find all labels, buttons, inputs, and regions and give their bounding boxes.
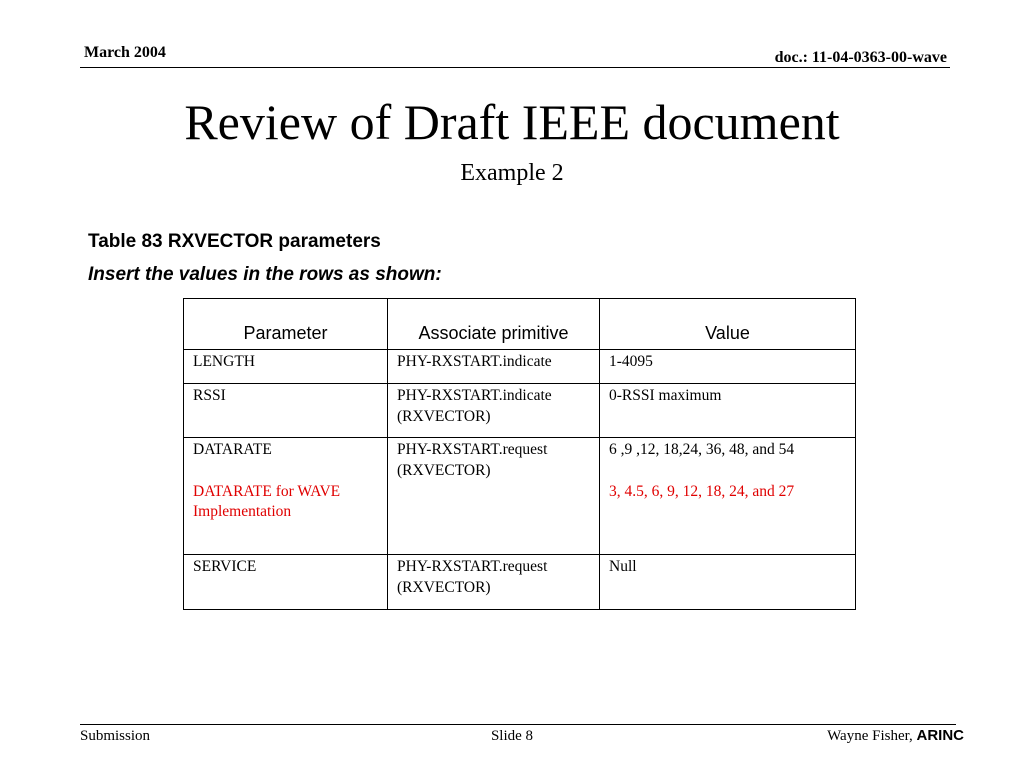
value-text: 1-4095 (609, 353, 653, 370)
value-text: 6 ,9 ,12, 18,24, 36, 48, and 54 (609, 441, 795, 458)
primitive-qualifier: (RXVECTOR) (397, 407, 491, 425)
footer-author-block (827, 727, 964, 745)
primitive-cell (388, 555, 600, 610)
footer-slide-number: Slide 8 (490, 728, 534, 744)
slide-subtitle: Example 2 (460, 160, 564, 186)
table-caption: Table 83 RXVECTOR parameters (88, 231, 381, 252)
parameter-text: LENGTH (193, 353, 255, 370)
inserted-value-text: 3, 4.5, 6, 9, 12, 18, 24, and 27 (609, 482, 795, 500)
primitive-text: PHY-RXSTART.indicate (397, 387, 552, 404)
parameter-cell (184, 555, 388, 610)
parameter-cell (184, 350, 388, 384)
header-date: March 2004 (84, 44, 166, 61)
table-row (184, 438, 856, 555)
column-header-value: Value (600, 299, 856, 350)
parameter-cell (184, 438, 388, 555)
primitive-text: PHY-RXSTART.indicate (397, 353, 552, 370)
table-header-row (184, 299, 856, 350)
parameter-text: SERVICE (193, 558, 257, 575)
primitive-cell (388, 350, 600, 384)
value-cell (600, 350, 856, 384)
table-row (184, 555, 856, 610)
rxvector-parameters-table (183, 298, 856, 610)
primitive-text: PHY-RXSTART.request (397, 441, 548, 458)
primitive-cell (388, 438, 600, 555)
primitive-cell (388, 384, 600, 438)
value-cell (600, 384, 856, 438)
column-header-primitive: Associate primitive (388, 299, 600, 350)
table-instruction: Insert the values in the rows as shown: (88, 264, 442, 285)
column-header-parameter: Parameter (184, 299, 388, 350)
value-text: 0-RSSI maximum (609, 387, 722, 404)
value-cell (600, 555, 856, 610)
table-row (184, 350, 856, 384)
parameter-cell (184, 384, 388, 438)
value-cell (600, 438, 856, 555)
inserted-parameter-text: DATARATE for WAVE (193, 482, 341, 500)
header-doc-id: doc.: 11-04-0363-00-wave (774, 49, 947, 66)
slide-title: Review of Draft IEEE document (184, 94, 840, 150)
value-text: Null (609, 558, 637, 575)
primitive-qualifier: (RXVECTOR) (397, 461, 491, 479)
footer-author: Wayne Fisher, (827, 728, 917, 744)
footer-submission: Submission (80, 728, 151, 744)
parameter-text: RSSI (193, 387, 226, 404)
footer-rule (80, 724, 956, 725)
primitive-text: PHY-RXSTART.request (397, 558, 548, 575)
parameter-text: DATARATE (193, 441, 272, 458)
table-row (184, 384, 856, 438)
inserted-parameter-text-continued: Implementation (193, 503, 292, 520)
primitive-qualifier: (RXVECTOR) (397, 578, 491, 596)
header-rule (80, 67, 950, 68)
footer-organization: ARINC (916, 727, 964, 744)
